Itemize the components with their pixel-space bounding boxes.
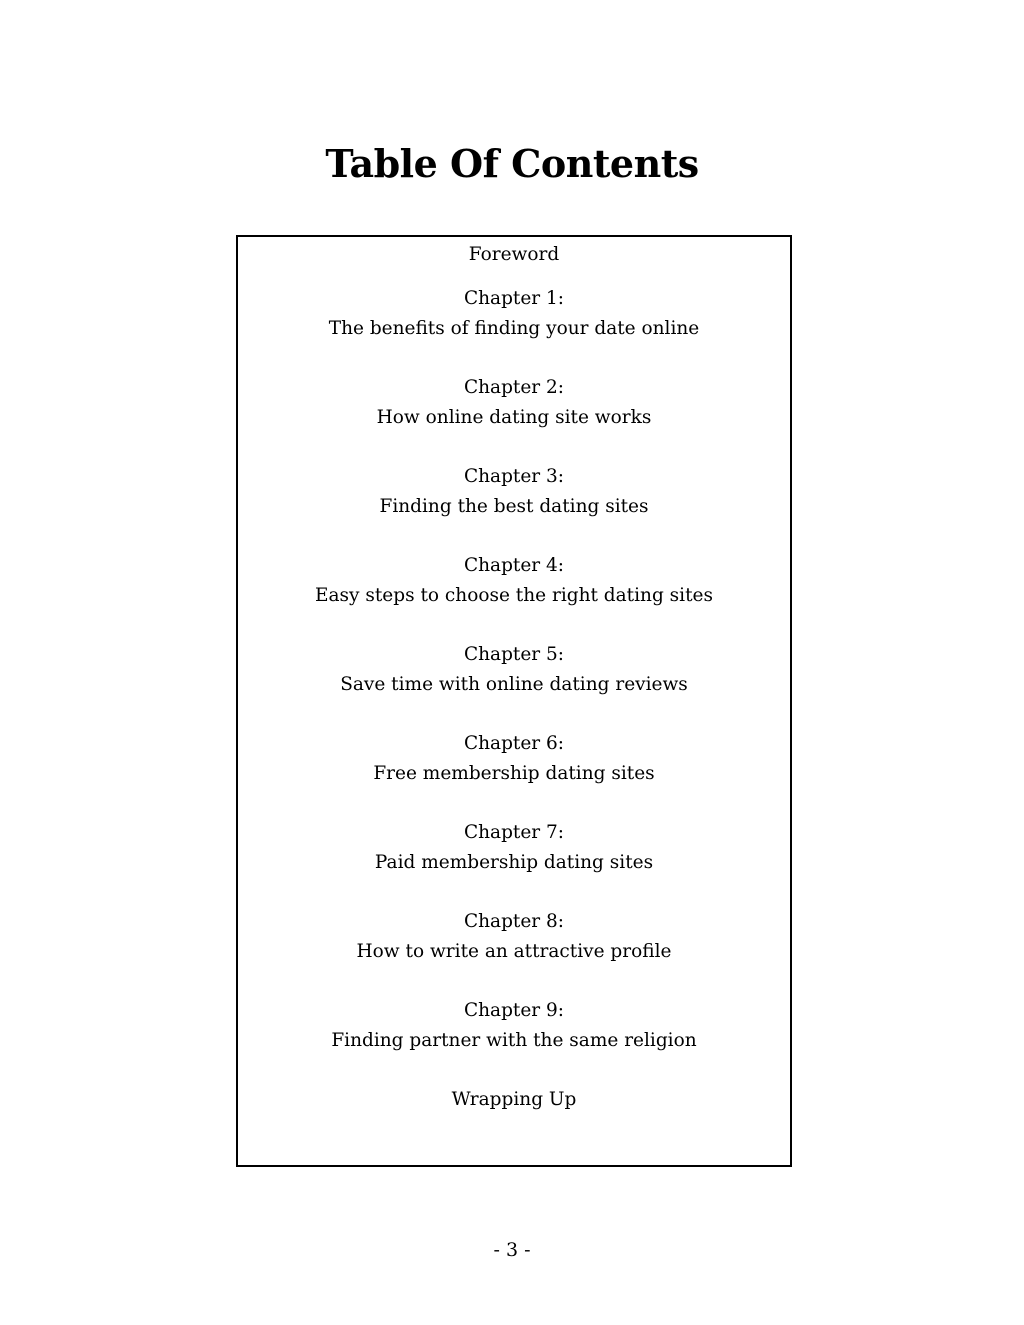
chapter-title: Easy steps to choose the right dating sites xyxy=(315,585,713,606)
page-title: Table Of Contents xyxy=(325,141,699,186)
chapter-heading: Chapter 3: xyxy=(463,466,565,487)
page-number: - 3 - xyxy=(493,1239,531,1261)
chapter-title: How to write an attractive profile xyxy=(356,941,672,962)
table-of-contents-box xyxy=(236,235,792,1167)
chapter-heading: Chapter 4: xyxy=(463,555,565,576)
chapter-title: Paid membership dating sites xyxy=(374,852,654,873)
toc-entry-chapter-8 xyxy=(238,907,790,967)
chapter-heading: Chapter 2: xyxy=(463,377,565,398)
chapter-heading: Chapter 9: xyxy=(463,1000,565,1021)
toc-entry-chapter-9 xyxy=(238,996,790,1056)
chapter-title: Finding the best dating sites xyxy=(379,496,649,517)
chapter-title: Free membership dating sites xyxy=(373,763,655,784)
toc-entry-chapter-3 xyxy=(238,462,790,522)
toc-entry-wrapping-up xyxy=(238,1085,790,1115)
chapter-title: Finding partner with the same religion xyxy=(331,1030,697,1051)
toc-foreword-label: Foreword xyxy=(468,244,560,265)
chapter-heading: Chapter 8: xyxy=(463,911,565,932)
chapter-title: How online dating site works xyxy=(376,407,652,428)
toc-wrapping-up-label: Wrapping Up xyxy=(451,1089,577,1110)
chapter-heading: Chapter 6: xyxy=(463,733,565,754)
toc-entry-chapter-2 xyxy=(238,373,790,433)
toc-entry-foreword xyxy=(238,240,790,270)
chapter-heading: Chapter 7: xyxy=(463,822,565,843)
toc-entry-chapter-6 xyxy=(238,729,790,789)
chapter-heading: Chapter 1: xyxy=(463,288,565,309)
chapter-title: The benefits of finding your date online xyxy=(328,318,700,339)
toc-entry-chapter-1 xyxy=(238,284,790,344)
chapter-heading: Chapter 5: xyxy=(463,644,565,665)
chapter-title: Save time with online dating reviews xyxy=(340,674,688,695)
toc-entry-chapter-5 xyxy=(238,640,790,700)
toc-entry-chapter-4 xyxy=(238,551,790,611)
toc-entry-chapter-7 xyxy=(238,818,790,878)
